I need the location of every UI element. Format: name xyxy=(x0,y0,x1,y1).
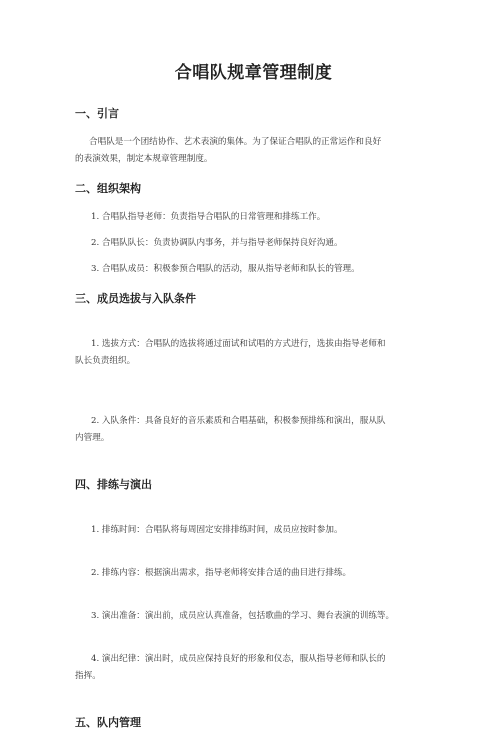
section-organization xyxy=(75,180,442,278)
section-selection xyxy=(75,290,442,464)
list-item-line: 2. 入队条件：具备良好的音乐素质和合唱基础，积极参预排练和演出，服从队 xyxy=(91,416,386,426)
list-item-continuation: 队长负责组织。 xyxy=(75,356,136,366)
section-heading: 一、引言 xyxy=(75,107,119,120)
paragraph xyxy=(75,134,442,151)
section-heading: 四、排练与演出 xyxy=(75,478,152,491)
paragraph-line: 合唱队是一个团结协作、艺术表演的集体。为了保证合唱队的正常运作和良好 xyxy=(89,137,382,147)
section-heading: 五、队内管理 xyxy=(75,716,141,729)
section-rehearsal xyxy=(75,476,442,702)
list-item xyxy=(75,548,442,582)
list-item: 3. 合唱队成员：积极参预合唱队的活动，服从指导老师和队长的管理。 xyxy=(91,264,360,274)
list-item xyxy=(75,591,442,625)
list-item-line: 1. 排练时间：合唱队将每周固定安排排练时间，成员应按时参加。 xyxy=(91,525,343,535)
list-item-line: 3. 演出准备：演出前，成员应认真准备，包括歌曲的学习、舞台表演的训练等。 xyxy=(91,611,395,621)
list-item-continuation: 内管理。 xyxy=(75,433,110,443)
document-title: 合唱队规章管理制度 xyxy=(174,63,333,83)
list-item xyxy=(75,505,442,539)
paragraph-line: 的表演效果，制定本规章管理制度。 xyxy=(75,154,213,164)
list-item xyxy=(75,319,442,387)
list-item-continuation: 指挥。 xyxy=(75,671,101,681)
paragraph-continuation xyxy=(75,151,442,168)
list-item xyxy=(75,634,442,702)
section-heading: 三、成员选拔与入队条件 xyxy=(75,292,196,305)
section-management xyxy=(75,714,442,730)
list-item-line: 2. 排练内容：根据演出需求，指导老师将安排合适的曲目进行排练。 xyxy=(91,568,352,578)
list-item-line: 4. 演出纪律：演出时，成员应保持良好的形象和仪态，服从指导老师和队长的 xyxy=(91,654,386,664)
section-introduction xyxy=(75,105,442,168)
list-item: 2. 合唱队队长：负责协调队内事务，并与指导老师保持良好沟通。 xyxy=(91,238,343,248)
list-item xyxy=(75,396,442,464)
section-heading: 二、组织架构 xyxy=(75,182,141,195)
list-item: 1. 合唱队指导老师：负责指导合唱队的日常管理和排练工作。 xyxy=(91,212,326,222)
list-item-line: 1. 选拔方式：合唱队的选拔将通过面试和试唱的方式进行，选拔由指导老师和 xyxy=(91,339,386,349)
